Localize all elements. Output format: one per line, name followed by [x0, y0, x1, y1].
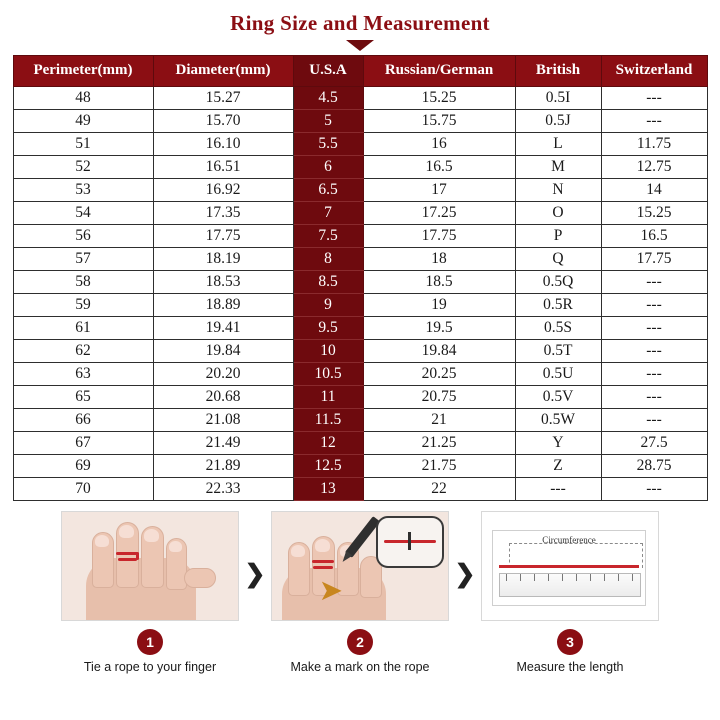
cell-usa: 11.5 [293, 409, 363, 432]
cell-british: O [515, 202, 601, 225]
cell-russian-german: 21 [363, 409, 515, 432]
cell-switzerland: 11.75 [601, 133, 707, 156]
table-row [13, 386, 707, 409]
cell-british: 0.5U [515, 363, 601, 386]
column-header-switzerland: Switzerland [601, 56, 707, 87]
cell-perimeter: 51 [13, 133, 153, 156]
cell-diameter: 21.08 [153, 409, 293, 432]
cell-russian-german: 21.25 [363, 432, 515, 455]
cell-perimeter: 66 [13, 409, 153, 432]
hand-with-rope-illustration [61, 511, 239, 621]
cell-diameter: 18.89 [153, 294, 293, 317]
pen-icon [345, 516, 380, 558]
cell-perimeter: 69 [13, 455, 153, 478]
step-caption: Tie a rope to your finger [83, 660, 217, 674]
cell-perimeter: 61 [13, 317, 153, 340]
table-row [13, 133, 707, 156]
table-row [13, 225, 707, 248]
cell-russian-german: 22 [363, 478, 515, 501]
cell-perimeter: 57 [13, 248, 153, 271]
cell-perimeter: 56 [13, 225, 153, 248]
step-3 [482, 511, 658, 674]
table-row [13, 110, 707, 133]
cell-switzerland: 12.75 [601, 156, 707, 179]
cell-switzerland: 27.5 [601, 432, 707, 455]
cell-switzerland: --- [601, 294, 707, 317]
cell-british: 0.5V [515, 386, 601, 409]
ring-size-table [13, 55, 708, 501]
column-header-british: British [515, 56, 601, 87]
table-row [13, 179, 707, 202]
column-header-usa: U.S.A [293, 56, 363, 87]
cell-switzerland: --- [601, 317, 707, 340]
cell-british: L [515, 133, 601, 156]
step-1 [62, 511, 238, 674]
curved-arrow-icon: ➤ [320, 576, 342, 605]
table-row [13, 340, 707, 363]
cell-perimeter: 48 [13, 87, 153, 110]
cell-diameter: 16.10 [153, 133, 293, 156]
ruler-panel [492, 530, 646, 606]
cell-usa: 13 [293, 478, 363, 501]
table-row [13, 363, 707, 386]
step-number-badge: 1 [137, 629, 163, 655]
cell-british: 0.5T [515, 340, 601, 363]
table-row [13, 294, 707, 317]
step-number-badge: 2 [347, 629, 373, 655]
cell-usa: 12.5 [293, 455, 363, 478]
cell-diameter: 16.51 [153, 156, 293, 179]
cell-usa: 6 [293, 156, 363, 179]
cell-usa: 9 [293, 294, 363, 317]
cell-switzerland: 14 [601, 179, 707, 202]
cell-usa: 8.5 [293, 271, 363, 294]
chevron-right-icon: ❯ [244, 561, 266, 588]
cell-usa: 12 [293, 432, 363, 455]
ruler [499, 573, 641, 597]
cell-british: 0.5J [515, 110, 601, 133]
cell-diameter: 19.41 [153, 317, 293, 340]
table-row [13, 271, 707, 294]
cell-usa: 4.5 [293, 87, 363, 110]
cell-diameter: 21.49 [153, 432, 293, 455]
cell-usa: 7.5 [293, 225, 363, 248]
cell-russian-german: 19.5 [363, 317, 515, 340]
cell-diameter: 16.92 [153, 179, 293, 202]
cell-switzerland: --- [601, 271, 707, 294]
cell-perimeter: 67 [13, 432, 153, 455]
cell-diameter: 18.19 [153, 248, 293, 271]
cell-switzerland: --- [601, 409, 707, 432]
cell-russian-german: 19.84 [363, 340, 515, 363]
cell-diameter: 21.89 [153, 455, 293, 478]
cell-russian-german: 17 [363, 179, 515, 202]
step-2 [272, 511, 448, 674]
cell-perimeter: 53 [13, 179, 153, 202]
cell-british: Y [515, 432, 601, 455]
ruler-measuring-rope-illustration [481, 511, 659, 621]
down-arrow-icon [346, 40, 374, 51]
cell-switzerland: 16.5 [601, 225, 707, 248]
cell-british: 0.5W [515, 409, 601, 432]
red-rope [312, 560, 334, 563]
cell-diameter: 18.53 [153, 271, 293, 294]
cell-russian-german: 18 [363, 248, 515, 271]
zoom-inset [376, 516, 444, 568]
cell-british: M [515, 156, 601, 179]
cell-perimeter: 54 [13, 202, 153, 225]
cell-switzerland: --- [601, 340, 707, 363]
cell-usa: 10.5 [293, 363, 363, 386]
table-row [13, 202, 707, 225]
table-header-row [13, 56, 707, 87]
column-header-perimeter: Perimeter(mm) [13, 56, 153, 87]
chevron-right-icon: ❯ [454, 561, 476, 588]
table-row [13, 478, 707, 501]
cell-russian-german: 20.75 [363, 386, 515, 409]
cell-usa: 6.5 [293, 179, 363, 202]
cell-british: 0.5I [515, 87, 601, 110]
cell-russian-german: 18.5 [363, 271, 515, 294]
cell-russian-german: 16 [363, 133, 515, 156]
page-title: Ring Size and Measurement [230, 11, 490, 35]
cell-british: 0.5S [515, 317, 601, 340]
cell-switzerland: 28.75 [601, 455, 707, 478]
red-rope [499, 565, 639, 568]
column-header-diameter: Diameter(mm) [153, 56, 293, 87]
cell-usa: 5 [293, 110, 363, 133]
cell-switzerland: --- [601, 110, 707, 133]
cell-switzerland: 17.75 [601, 248, 707, 271]
cell-russian-german: 19 [363, 294, 515, 317]
cell-usa: 5.5 [293, 133, 363, 156]
cell-russian-german: 17.25 [363, 202, 515, 225]
cell-british: P [515, 225, 601, 248]
cell-russian-german: 21.75 [363, 455, 515, 478]
table-row [13, 432, 707, 455]
table-row [13, 317, 707, 340]
cell-usa: 7 [293, 202, 363, 225]
cell-perimeter: 70 [13, 478, 153, 501]
cell-usa: 11 [293, 386, 363, 409]
circumference-label: Circumference [542, 535, 596, 545]
cell-diameter: 20.20 [153, 363, 293, 386]
table-row [13, 87, 707, 110]
cell-british: N [515, 179, 601, 202]
table-row [13, 156, 707, 179]
cell-russian-german: 16.5 [363, 156, 515, 179]
cell-switzerland: --- [601, 87, 707, 110]
table-row [13, 455, 707, 478]
cell-usa: 8 [293, 248, 363, 271]
table-row [13, 248, 707, 271]
cell-russian-german: 15.25 [363, 87, 515, 110]
cell-diameter: 15.27 [153, 87, 293, 110]
step-caption: Measure the length [516, 660, 624, 674]
cell-switzerland: --- [601, 363, 707, 386]
measurement-steps [13, 511, 707, 674]
cell-diameter: 20.68 [153, 386, 293, 409]
cell-perimeter: 63 [13, 363, 153, 386]
cell-british: 0.5Q [515, 271, 601, 294]
cell-perimeter: 62 [13, 340, 153, 363]
cell-british: Q [515, 248, 601, 271]
cell-perimeter: 49 [13, 110, 153, 133]
cell-perimeter: 65 [13, 386, 153, 409]
table-body [13, 87, 707, 501]
cell-diameter: 19.84 [153, 340, 293, 363]
cell-russian-german: 20.25 [363, 363, 515, 386]
cell-perimeter: 58 [13, 271, 153, 294]
step-number-badge: 3 [557, 629, 583, 655]
cell-british: --- [515, 478, 601, 501]
cell-diameter: 17.35 [153, 202, 293, 225]
cell-usa: 9.5 [293, 317, 363, 340]
cell-british: Z [515, 455, 601, 478]
table-row [13, 409, 707, 432]
pen-marking-rope-illustration [271, 511, 449, 621]
cell-british: 0.5R [515, 294, 601, 317]
cell-russian-german: 17.75 [363, 225, 515, 248]
step-caption: Make a mark on the rope [290, 660, 430, 674]
cell-usa: 10 [293, 340, 363, 363]
cell-russian-german: 15.75 [363, 110, 515, 133]
cell-switzerland: --- [601, 386, 707, 409]
cell-switzerland: 15.25 [601, 202, 707, 225]
cell-perimeter: 59 [13, 294, 153, 317]
red-rope [116, 552, 138, 555]
cell-perimeter: 52 [13, 156, 153, 179]
cell-diameter: 15.70 [153, 110, 293, 133]
cell-diameter: 22.33 [153, 478, 293, 501]
cell-diameter: 17.75 [153, 225, 293, 248]
cell-switzerland: --- [601, 478, 707, 501]
column-header-russian-german: Russian/German [363, 56, 515, 87]
